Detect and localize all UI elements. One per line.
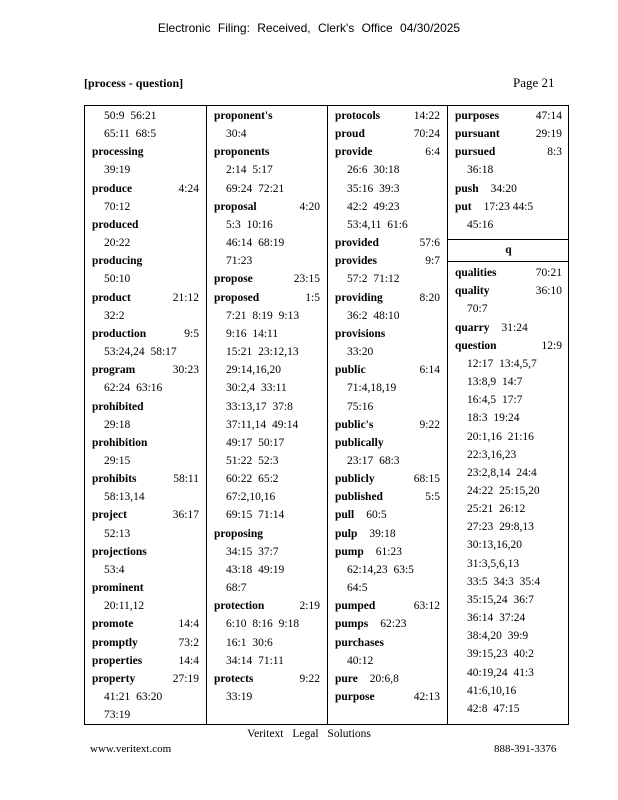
page-citation-line: 29:15: [104, 454, 131, 467]
index-entry: [328, 597, 447, 615]
index-term: put: [455, 200, 472, 213]
index-entry: [85, 652, 206, 670]
footer-phone: 888-391-3376: [494, 743, 557, 755]
index-entry: [448, 106, 569, 125]
index-entry: [85, 325, 206, 361]
index-term: proposal: [214, 200, 257, 213]
index-term: question: [455, 339, 497, 352]
page-citation-line: 25:21 26:12: [467, 503, 526, 516]
entry-first-line: [455, 125, 562, 143]
index-entry: [85, 434, 206, 470]
index-entry: [328, 525, 447, 543]
index-entry: [448, 143, 569, 179]
entry-first-line: [214, 525, 320, 543]
index-term: pump: [335, 545, 364, 558]
index-entry: [328, 143, 447, 234]
page-citation-line: 27:23 29:8,13: [467, 521, 534, 534]
page-citation: 57:6: [419, 237, 440, 250]
page-citation-line: 75:16: [347, 400, 374, 413]
entry-first-line: [92, 670, 199, 688]
page-citation-line: 70:12: [104, 200, 131, 213]
index-term: qualities: [455, 267, 497, 280]
page-citation-line: 36:18: [467, 164, 494, 177]
page-citation-line: 65:11 68:5: [104, 128, 157, 141]
index-term: proposing: [214, 527, 264, 540]
index-entry: [85, 470, 206, 506]
page-citation-line: 33:19: [226, 691, 253, 703]
page-citation-line: 30:13,16,20: [467, 539, 522, 552]
entry-first-line: [92, 506, 199, 524]
entry-first-line: [92, 289, 199, 307]
entry-first-line: [92, 652, 199, 670]
page-citation: 70:24: [413, 128, 440, 141]
page-citation-line: 69:24 72:21: [226, 182, 285, 195]
entry-first-line: [92, 252, 199, 270]
page-citation-line: 49:17 50:17: [226, 436, 285, 449]
page-citation: 73:2: [178, 636, 199, 649]
page-citation: 6:14: [419, 364, 440, 377]
footer-company: Veritext Legal Solutions: [247, 728, 371, 740]
index-term: pulp: [335, 527, 358, 540]
page-citation: 14:4: [178, 618, 199, 631]
entry-first-line: [214, 289, 320, 307]
index-entry: [85, 543, 206, 579]
index-term: product: [92, 291, 131, 304]
page-citation-line: 33:5 34:3 35:4: [467, 575, 541, 588]
entry-first-line: [455, 337, 562, 355]
page-citation: 9:5: [184, 327, 199, 340]
entry-first-line: [335, 434, 440, 452]
entry-first-line: [92, 216, 199, 234]
page-citation: 30:23: [172, 364, 199, 377]
entry-first-line: [92, 543, 199, 561]
index-entry: [85, 506, 206, 542]
index-entry: [207, 670, 327, 706]
page-citation-line: 30:4: [226, 128, 247, 141]
page-citation-line: 12:17 13:4,5,7: [467, 357, 537, 370]
entry-first-line: [335, 543, 440, 561]
index-term: project: [92, 509, 127, 522]
index-term: production: [92, 327, 147, 340]
page-citation-line: 51:22 52:3: [226, 454, 279, 467]
page-citation-line: 23:17 68:3: [347, 454, 400, 467]
entry-first-line: [335, 289, 440, 307]
page-citation-line: 39:19: [104, 164, 131, 177]
index-term: push: [455, 182, 479, 195]
entry-first-line: [455, 282, 562, 300]
entry-first-line: [455, 143, 562, 161]
index-entry: [328, 506, 447, 524]
entry-first-line: [335, 688, 440, 706]
index-column-1: [85, 106, 207, 724]
index-term: propose: [214, 273, 253, 286]
page-citation: 47:14: [535, 110, 562, 122]
entry-first-line: [214, 597, 320, 615]
index-term: pursuant: [455, 128, 500, 141]
entry-first-line: [335, 361, 440, 379]
page-citation: 62:23: [380, 618, 407, 631]
index-entry: [85, 579, 206, 615]
page-citation-line: 62:14,23 63:5: [347, 563, 414, 576]
page-citation: 31:24: [501, 321, 528, 334]
entry-first-line: [335, 416, 440, 434]
entry-first-line: [455, 264, 562, 282]
page-citation-line: 6:10 8:16 9:18: [226, 618, 300, 631]
index-term: pure: [335, 672, 358, 685]
page-citation-line: 20:11,12: [104, 600, 145, 613]
index-term: pumps: [335, 618, 369, 631]
entry-first-line: [92, 434, 199, 452]
entry-first-line: [335, 525, 440, 543]
index-entry: [328, 106, 447, 125]
index-entry: [448, 125, 569, 143]
index-entry: [448, 337, 569, 718]
entry-first-line: [92, 143, 199, 161]
index-term: promote: [92, 618, 134, 631]
page-citation-line: 50:10: [104, 273, 131, 286]
page-citation-line: 32:2: [104, 309, 125, 322]
page-citation-line: 31:3,5,6,13: [467, 557, 520, 570]
page-citation: 1:5: [305, 291, 320, 304]
page-citation-line: 53:4: [104, 563, 125, 576]
entry-first-line: [92, 615, 199, 633]
page-citation-line: 22:3,16,23: [467, 448, 517, 461]
index-entry: [328, 488, 447, 506]
page-citation-line: 16:4,5 17:7: [467, 394, 523, 407]
index-entry: [328, 470, 447, 488]
page-citation-line: 57:2 71:12: [347, 273, 400, 286]
index-term: processing: [92, 146, 144, 159]
page-citation: 9:7: [425, 255, 440, 268]
index-term: purpose: [335, 691, 375, 703]
entry-first-line: [335, 615, 440, 633]
index-entry: [328, 670, 447, 688]
page-citation: 8:3: [547, 146, 562, 159]
page-citation-line: 68:7: [226, 582, 247, 595]
page-citation-line: 36:2 48:10: [347, 309, 400, 322]
entry-first-line: [92, 398, 199, 416]
entry-first-line: [335, 488, 440, 506]
page-citation-line: 40:12: [347, 654, 374, 667]
page-citation: 14:4: [178, 654, 199, 667]
index-term: proponents: [214, 146, 270, 159]
page-citation-line: 35:15,24 36:7: [467, 593, 534, 606]
page-citation: 8:20: [419, 291, 440, 304]
index-entry: [328, 289, 447, 325]
page-citation-line: 29:18: [104, 418, 131, 431]
index-term: projections: [92, 545, 147, 558]
entry-first-line: [92, 180, 199, 198]
page-citation-line: 2:14 5:17: [226, 164, 273, 177]
index-term: purposes: [455, 110, 500, 122]
index-term: promptly: [92, 636, 138, 649]
page-citation-line: 15:21 23:12,13: [226, 346, 299, 359]
index-entry: [85, 143, 206, 179]
page-citation-line: 71:23: [226, 255, 253, 268]
index-term: purchases: [335, 636, 384, 649]
page-citation-line: 69:15 71:14: [226, 509, 285, 522]
page-citation: 23:15: [293, 273, 320, 286]
entry-first-line: [335, 234, 440, 252]
page-citation-line: 41:21 63:20: [104, 691, 163, 703]
page-citation-line: 70:7: [467, 303, 488, 316]
page-citation-line: 41:6,10,16: [467, 684, 517, 697]
page-citation-line: 38:4,20 39:9: [467, 630, 529, 643]
page-citation: 14:22: [413, 110, 440, 122]
page-citation-line: 16:1 30:6: [226, 636, 273, 649]
index-entry: [85, 634, 206, 652]
index-entry: [207, 525, 327, 598]
page-number: Page 21: [513, 75, 555, 90]
page-citation: 4:24: [178, 182, 199, 195]
index-entry: [207, 106, 327, 143]
entry-first-line: [335, 107, 440, 125]
index-term: proud: [335, 128, 365, 141]
page-citation-line: 50:9 56:21: [104, 110, 157, 122]
page-citation-line: 18:3 19:24: [467, 412, 520, 425]
page-citation: 17:23 44:5: [483, 200, 534, 213]
index-entry: [85, 670, 206, 724]
entry-first-line: [92, 361, 199, 379]
index-term: provide: [335, 146, 373, 159]
index-range-label: [process - question]: [84, 76, 184, 90]
index-term: provided: [335, 237, 379, 250]
page-citation-line: 42:8 47:15: [467, 702, 520, 715]
index-term: publically: [335, 436, 384, 449]
index-entry: [85, 180, 206, 216]
index-entry: [207, 143, 327, 197]
page-citation: 4:20: [299, 200, 320, 213]
filing-stamp: Electronic Filing: Received, Clerk's Office 04/30/2025: [157, 21, 461, 35]
index-term: pumped: [335, 600, 376, 613]
entry-first-line: [335, 143, 440, 161]
page-citation: 27:19: [172, 672, 199, 685]
index-term: proposed: [214, 291, 260, 304]
index-term: protection: [214, 600, 265, 613]
index-term: prominent: [92, 582, 144, 595]
index-term: pull: [335, 509, 355, 522]
page-citation-line: 7:21 8:19 9:13: [226, 309, 300, 322]
index-entry: [328, 434, 447, 470]
page-citation-line: 45:16: [467, 218, 494, 231]
index-term: produce: [92, 182, 133, 195]
page-citation-line: 73:19: [104, 709, 131, 722]
page-citation: 42:13: [413, 691, 440, 703]
page-citation-line: 9:16 14:11: [226, 327, 279, 340]
page-citation-line: 62:24 63:16: [104, 382, 163, 395]
page-citation-line: 53:24,24 58:17: [104, 346, 177, 359]
index-term: pursued: [455, 146, 496, 159]
page-citation-line: 64:5: [347, 582, 368, 595]
index-entry: [328, 416, 447, 434]
entry-first-line: [92, 579, 199, 597]
page-citation: 58:11: [173, 473, 199, 486]
index-term: publicly: [335, 473, 375, 486]
index-term: producing: [92, 255, 143, 268]
index-term: quarry: [455, 321, 490, 334]
page-citation-line: 43:18 49:19: [226, 563, 285, 576]
entry-first-line: [455, 180, 562, 198]
page-citation-line: 5:3 10:16: [226, 218, 273, 231]
page-citation-line: 60:22 65:2: [226, 473, 279, 486]
index-entry: [85, 361, 206, 397]
entry-first-line: [335, 506, 440, 524]
page-citation: 60:5: [366, 509, 387, 522]
index-term: prohibited: [92, 400, 144, 413]
index-term: program: [92, 364, 136, 377]
page-citation: 6:4: [425, 146, 440, 159]
index-term: protects: [214, 672, 254, 685]
page-citation-line: 34:15 37:7: [226, 545, 279, 558]
index-entry: [328, 234, 447, 252]
index-column-4: [448, 106, 569, 724]
entry-first-line: [335, 325, 440, 343]
entry-first-line: [214, 670, 320, 688]
page-citation-line: 29:14,16,20: [226, 364, 281, 377]
entry-first-line: [214, 143, 320, 161]
page-citation-line: 33:20: [347, 346, 374, 359]
entry-first-line: [335, 634, 440, 652]
entry-first-line: [335, 470, 440, 488]
index-entry: [328, 325, 447, 361]
page-citation-line: 46:14 68:19: [226, 237, 285, 250]
index-entry: [85, 289, 206, 325]
index-term: public's: [335, 418, 374, 431]
index-entry: [328, 125, 447, 143]
index-term: produced: [92, 218, 139, 231]
index-entry: [207, 270, 327, 288]
page-citation-line: 26:6 30:18: [347, 164, 400, 177]
index-term: properties: [92, 654, 143, 667]
page-citation: 20:6,8: [369, 672, 399, 685]
index-term: quality: [455, 285, 490, 298]
index-term: public: [335, 364, 366, 377]
index-term: proponent's: [214, 110, 273, 122]
entry-first-line: [214, 270, 320, 288]
index-entry: [207, 198, 327, 271]
index-entry: [85, 398, 206, 434]
index-term: protocols: [335, 110, 381, 122]
footer-website: www.veritext.com: [90, 743, 172, 755]
index-entry: [85, 615, 206, 633]
index-term: published: [335, 491, 383, 504]
page-citation: 9:22: [299, 672, 320, 685]
index-entry: [448, 319, 569, 337]
page-citation-line: 33:13,17 37:8: [226, 400, 293, 413]
page-citation-line: 36:14 37:24: [467, 612, 526, 625]
page-citation: 34:20: [490, 182, 517, 195]
index-entry: [448, 198, 569, 234]
page-citation: 36:10: [535, 285, 562, 298]
page-citation-line: 34:14 71:11: [226, 654, 284, 667]
page-citation: 12:9: [541, 339, 562, 352]
page-citation-line: 20:22: [104, 237, 131, 250]
page-citation-line: 13:8,9 14:7: [467, 376, 523, 389]
page-citation-line: 42:2 49:23: [347, 200, 400, 213]
page-citation-line: 40:19,24 41:3: [467, 666, 534, 679]
page-citation: 70:21: [535, 267, 562, 280]
index-term: providing: [335, 291, 383, 304]
page-citation-line: 35:16 39:3: [347, 182, 400, 195]
page-citation: 9:22: [419, 418, 440, 431]
entry-first-line: [92, 634, 199, 652]
index-entry: [85, 252, 206, 288]
page-citation-line: 58:13,14: [104, 491, 145, 504]
entry-first-line: [455, 107, 562, 125]
index-entry: [207, 289, 327, 525]
page-citation-line: 39:15,23 40:2: [467, 648, 534, 661]
page-citation: 36:17: [172, 509, 199, 522]
page-citation-line: 20:1,16 21:16: [467, 430, 534, 443]
page-citation-line: 67:2,10,16: [226, 491, 276, 504]
index-term: provisions: [335, 327, 386, 340]
entry-first-line: [92, 470, 199, 488]
index-column-2: [207, 106, 328, 724]
index-entry: [328, 634, 447, 670]
page-citation: 63:12: [413, 600, 440, 613]
index-entry: [328, 688, 447, 706]
index-entry: [328, 543, 447, 597]
index-column-3: [328, 106, 448, 724]
entry-first-line: [455, 198, 562, 216]
entry-first-line: [214, 198, 320, 216]
page-citation: 39:18: [369, 527, 396, 540]
entry-first-line: [335, 125, 440, 143]
index-entry: [328, 615, 447, 633]
index-term: provides: [335, 255, 377, 268]
section-letter-heading: q: [448, 239, 569, 262]
page-citation: 21:12: [172, 291, 199, 304]
index-term: property: [92, 672, 136, 685]
entry-first-line: [455, 319, 562, 337]
index-term: prohibition: [92, 436, 148, 449]
page-citation: 29:19: [535, 128, 562, 141]
page-citation-line: 23:2,8,14 24:4: [467, 466, 537, 479]
page-citation-line: 24:22 25:15,20: [467, 484, 540, 497]
entry-first-line: [335, 670, 440, 688]
index-entry: [85, 106, 206, 143]
page-citation-line: 52:13: [104, 527, 131, 540]
entry-first-line: [92, 325, 199, 343]
entry-first-line: [214, 107, 320, 125]
entry-first-line: [335, 252, 440, 270]
index-entry: [448, 282, 569, 318]
entry-first-line: [335, 597, 440, 615]
page-citation: 2:19: [299, 600, 320, 613]
page-citation-line: 53:4,11 61:6: [347, 218, 408, 231]
page-citation: 68:15: [413, 473, 440, 486]
index-entry: [207, 597, 327, 670]
page-citation-line: 37:11,14 49:14: [226, 418, 299, 431]
page-citation-line: 71:4,18,19: [347, 382, 397, 395]
page-citation: 61:23: [375, 545, 402, 558]
page-citation: 5:5: [425, 491, 440, 504]
word-index-table: [84, 105, 569, 725]
index-entry: [448, 180, 569, 198]
index-entry: [448, 264, 569, 282]
index-entry: [328, 252, 447, 288]
index-entry: [328, 361, 447, 415]
index-entry: [85, 216, 206, 252]
page-citation-line: 30:2,4 33:11: [226, 382, 287, 395]
index-term: prohibits: [92, 473, 137, 486]
